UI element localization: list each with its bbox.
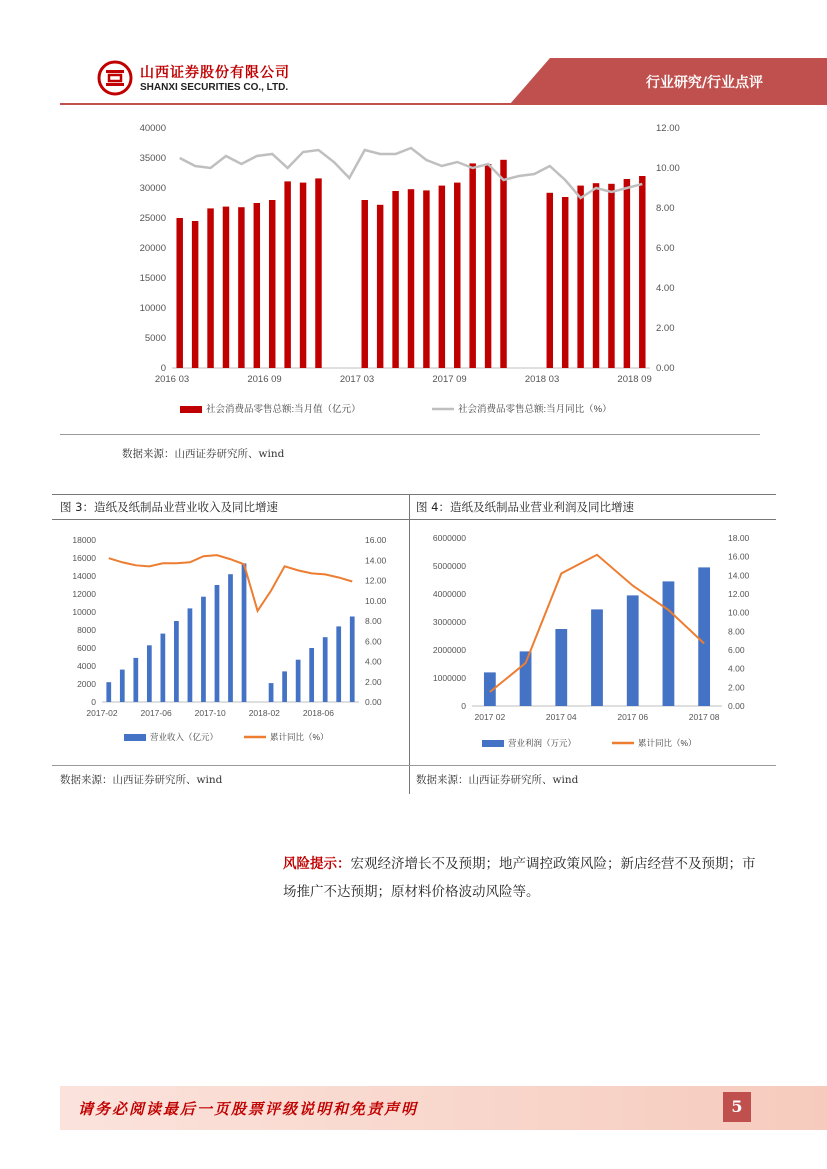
x-tick-label: 2017 06: [617, 712, 649, 722]
risk-notice: [283, 850, 763, 906]
x-tick-label: 2017 02: [474, 712, 506, 722]
bar: [201, 597, 206, 702]
x-tick-label: 2017-02: [86, 708, 118, 718]
y-left-tick-label: 3000000: [432, 617, 466, 627]
figure-source-divider: [52, 765, 776, 766]
bar: [392, 191, 398, 368]
x-tick-label: 2017 03: [339, 374, 375, 385]
bar: [309, 648, 314, 702]
legend-label-bar: 社会消费品零售总额:当月值（亿元）: [206, 404, 361, 415]
company-logo-icon: [97, 60, 133, 96]
y-left-tick-label: 5000000: [432, 561, 466, 571]
y-left-tick-label: 2000: [77, 679, 96, 689]
y-left-tick-label: 1000000: [432, 673, 466, 683]
y-right-tick-label: 18.00: [728, 533, 750, 543]
bar: [454, 183, 460, 368]
report-category: 行业研究/行业点评: [645, 75, 763, 91]
company-name-cn: 山西证券股份有限公司: [140, 65, 290, 81]
y-right-tick-label: 10.00: [365, 595, 387, 606]
bar: [439, 186, 445, 368]
bar: [269, 683, 274, 702]
y-right-tick-label: 16.00: [728, 551, 750, 562]
x-tick-label: 2018-02: [248, 708, 280, 718]
bar: [254, 203, 260, 368]
y-right-tick-label: 4.00: [728, 663, 745, 674]
y-left-tick-label: 12000: [72, 589, 96, 599]
y-right-tick-label: 0.00: [656, 363, 675, 374]
legend-label-line: 累计同比（%）: [270, 732, 329, 742]
y-right-tick-label: 2.00: [656, 323, 675, 334]
chart-paper-revenue: [54, 528, 404, 750]
y-right-tick-label: 2.00: [365, 676, 382, 687]
y-left-tick-label: 16000: [72, 553, 96, 563]
y-right-tick-label: 8.00: [365, 616, 382, 626]
y-left-tick-label: 40000: [139, 123, 166, 134]
bar: [350, 617, 355, 703]
bar: [192, 221, 198, 368]
bar: [300, 183, 306, 368]
chart-paper-profit: [412, 528, 774, 758]
bar: [591, 609, 603, 706]
bar: [485, 164, 491, 368]
x-tick-label: 2016 09: [247, 374, 282, 385]
y-right-tick-label: 12.00: [365, 575, 387, 586]
y-left-tick-label: 20000: [139, 243, 166, 254]
bar: [520, 651, 532, 706]
bar: [336, 626, 341, 702]
bar: [593, 183, 599, 368]
y-right-tick-label: 0.00: [365, 697, 382, 707]
bar: [228, 574, 233, 702]
y-right-tick-label: 12.00: [728, 589, 750, 599]
company-name-en: SHANXI SECURITIES CO., LTD.: [140, 82, 289, 93]
x-tick-label: 2017-10: [194, 708, 226, 718]
bar: [377, 205, 383, 368]
bar: [547, 193, 553, 368]
y-left-tick-label: 10000: [72, 607, 96, 617]
figure-4-title: 图 4：造纸及纸制品业营业利润及同比增速: [416, 500, 634, 514]
y-right-tick-label: 8.00: [728, 626, 745, 637]
y-left-tick-label: 0: [160, 363, 166, 374]
legend-label-line: 累计同比（%）: [638, 738, 697, 748]
y-right-tick-label: 14.00: [728, 570, 750, 581]
x-tick-label: 2018-06: [302, 708, 335, 718]
x-tick-label: 2017 08: [688, 712, 720, 722]
bar: [469, 163, 475, 368]
x-tick-label: 2017 09: [432, 374, 467, 385]
y-right-tick-label: 0.00: [728, 701, 745, 711]
bar: [207, 208, 213, 368]
bar: [698, 567, 710, 706]
y-left-tick-label: 0: [461, 701, 466, 711]
x-tick-label: 2018 09: [617, 374, 652, 385]
y-right-tick-label: 4.00: [365, 656, 382, 667]
y-right-tick-label: 12.00: [656, 123, 680, 134]
y-left-tick-label: 25000: [139, 213, 166, 224]
bar: [639, 176, 645, 368]
source-divider: [60, 434, 760, 435]
x-tick-label: 2017-06: [140, 708, 172, 718]
data-source-top: 数据来源：山西证券研究所、wind: [122, 448, 285, 460]
bar: [282, 671, 287, 702]
bar: [562, 197, 568, 368]
bar: [176, 218, 182, 368]
y-left-tick-label: 10000: [139, 303, 166, 314]
y-right-tick-label: 2.00: [728, 682, 745, 693]
bar: [284, 181, 290, 368]
x-tick-label: 2016 03: [154, 374, 190, 385]
y-right-tick-label: 6.00: [365, 636, 382, 647]
y-right-tick-label: 4.00: [656, 283, 675, 294]
bar: [238, 207, 244, 368]
bar: [315, 178, 321, 368]
data-source-fig4: 数据来源：山西证券研究所、wind: [416, 774, 579, 786]
y-left-tick-label: 4000: [77, 661, 96, 671]
bar: [269, 200, 275, 368]
bar: [133, 658, 138, 702]
header-divider: [60, 103, 827, 105]
bar: [500, 160, 506, 368]
y-left-tick-label: 6000: [77, 643, 96, 653]
y-left-tick-label: 5000: [144, 333, 166, 344]
bar: [323, 637, 328, 702]
y-left-tick-label: 14000: [72, 571, 96, 581]
figure-3-title: 图 3：造纸及纸制品业营业收入及同比增速: [60, 500, 278, 514]
bar: [577, 186, 583, 368]
y-right-tick-label: 6.00: [656, 243, 675, 254]
x-tick-label: 2017 04: [545, 712, 577, 722]
x-tick-label: 2018 03: [524, 374, 560, 385]
chart-retail-sales: [120, 118, 700, 430]
y-right-tick-label: 10.00: [656, 163, 680, 174]
y-right-tick-label: 16.00: [365, 535, 387, 545]
risk-text: 宏观经济增长不及预期；地产调控政策风险；新店经营不及预期；市场推广不达预期；原材料价格波动风险等。: [283, 856, 756, 900]
page-number: 5: [723, 1092, 751, 1122]
bar: [120, 670, 125, 702]
bar: [296, 660, 301, 702]
y-left-tick-label: 30000: [139, 183, 166, 194]
legend-label-line: 社会消费品零售总额:当月同比（%）: [458, 404, 612, 415]
bar: [408, 189, 414, 368]
bar: [215, 585, 220, 702]
legend-swatch-bar: [124, 734, 146, 741]
bar: [188, 608, 193, 702]
legend-swatch-bar: [482, 740, 504, 747]
bar: [242, 563, 247, 702]
bar: [627, 595, 639, 706]
y-left-tick-label: 0: [91, 697, 96, 707]
y-left-tick-label: 8000: [77, 625, 96, 635]
bar: [147, 645, 152, 702]
bar: [555, 629, 567, 706]
legend-swatch-bar: [180, 406, 202, 413]
legend-label-bar: 营业利润（万元）: [508, 738, 577, 748]
bar: [663, 581, 675, 706]
y-right-tick-label: 10.00: [728, 607, 750, 618]
y-left-tick-label: 15000: [139, 273, 166, 284]
y-left-tick-label: 18000: [72, 535, 96, 545]
y-right-tick-label: 14.00: [365, 555, 387, 566]
bar: [608, 184, 614, 368]
footer-disclaimer: 请务必阅读最后一页股票评级说明和免责声明: [78, 1100, 419, 1118]
y-right-tick-label: 6.00: [728, 645, 745, 655]
risk-label: 风险提示：: [283, 856, 351, 872]
y-left-tick-label: 35000: [139, 153, 166, 164]
y-left-tick-label: 6000000: [432, 533, 466, 543]
bar: [106, 682, 111, 702]
bar: [174, 621, 179, 702]
bar: [223, 207, 229, 368]
bar: [362, 200, 368, 368]
y-right-tick-label: 8.00: [656, 203, 675, 214]
figure-divider: [409, 494, 410, 794]
y-left-tick-label: 2000000: [432, 645, 466, 655]
y-left-tick-label: 4000000: [432, 589, 466, 599]
bar: [423, 190, 429, 368]
data-source-fig3: 数据来源：山西证券研究所、wind: [60, 774, 223, 786]
bar: [161, 634, 166, 702]
bar: [624, 179, 630, 368]
legend-label-bar: 营业收入（亿元）: [150, 732, 219, 742]
